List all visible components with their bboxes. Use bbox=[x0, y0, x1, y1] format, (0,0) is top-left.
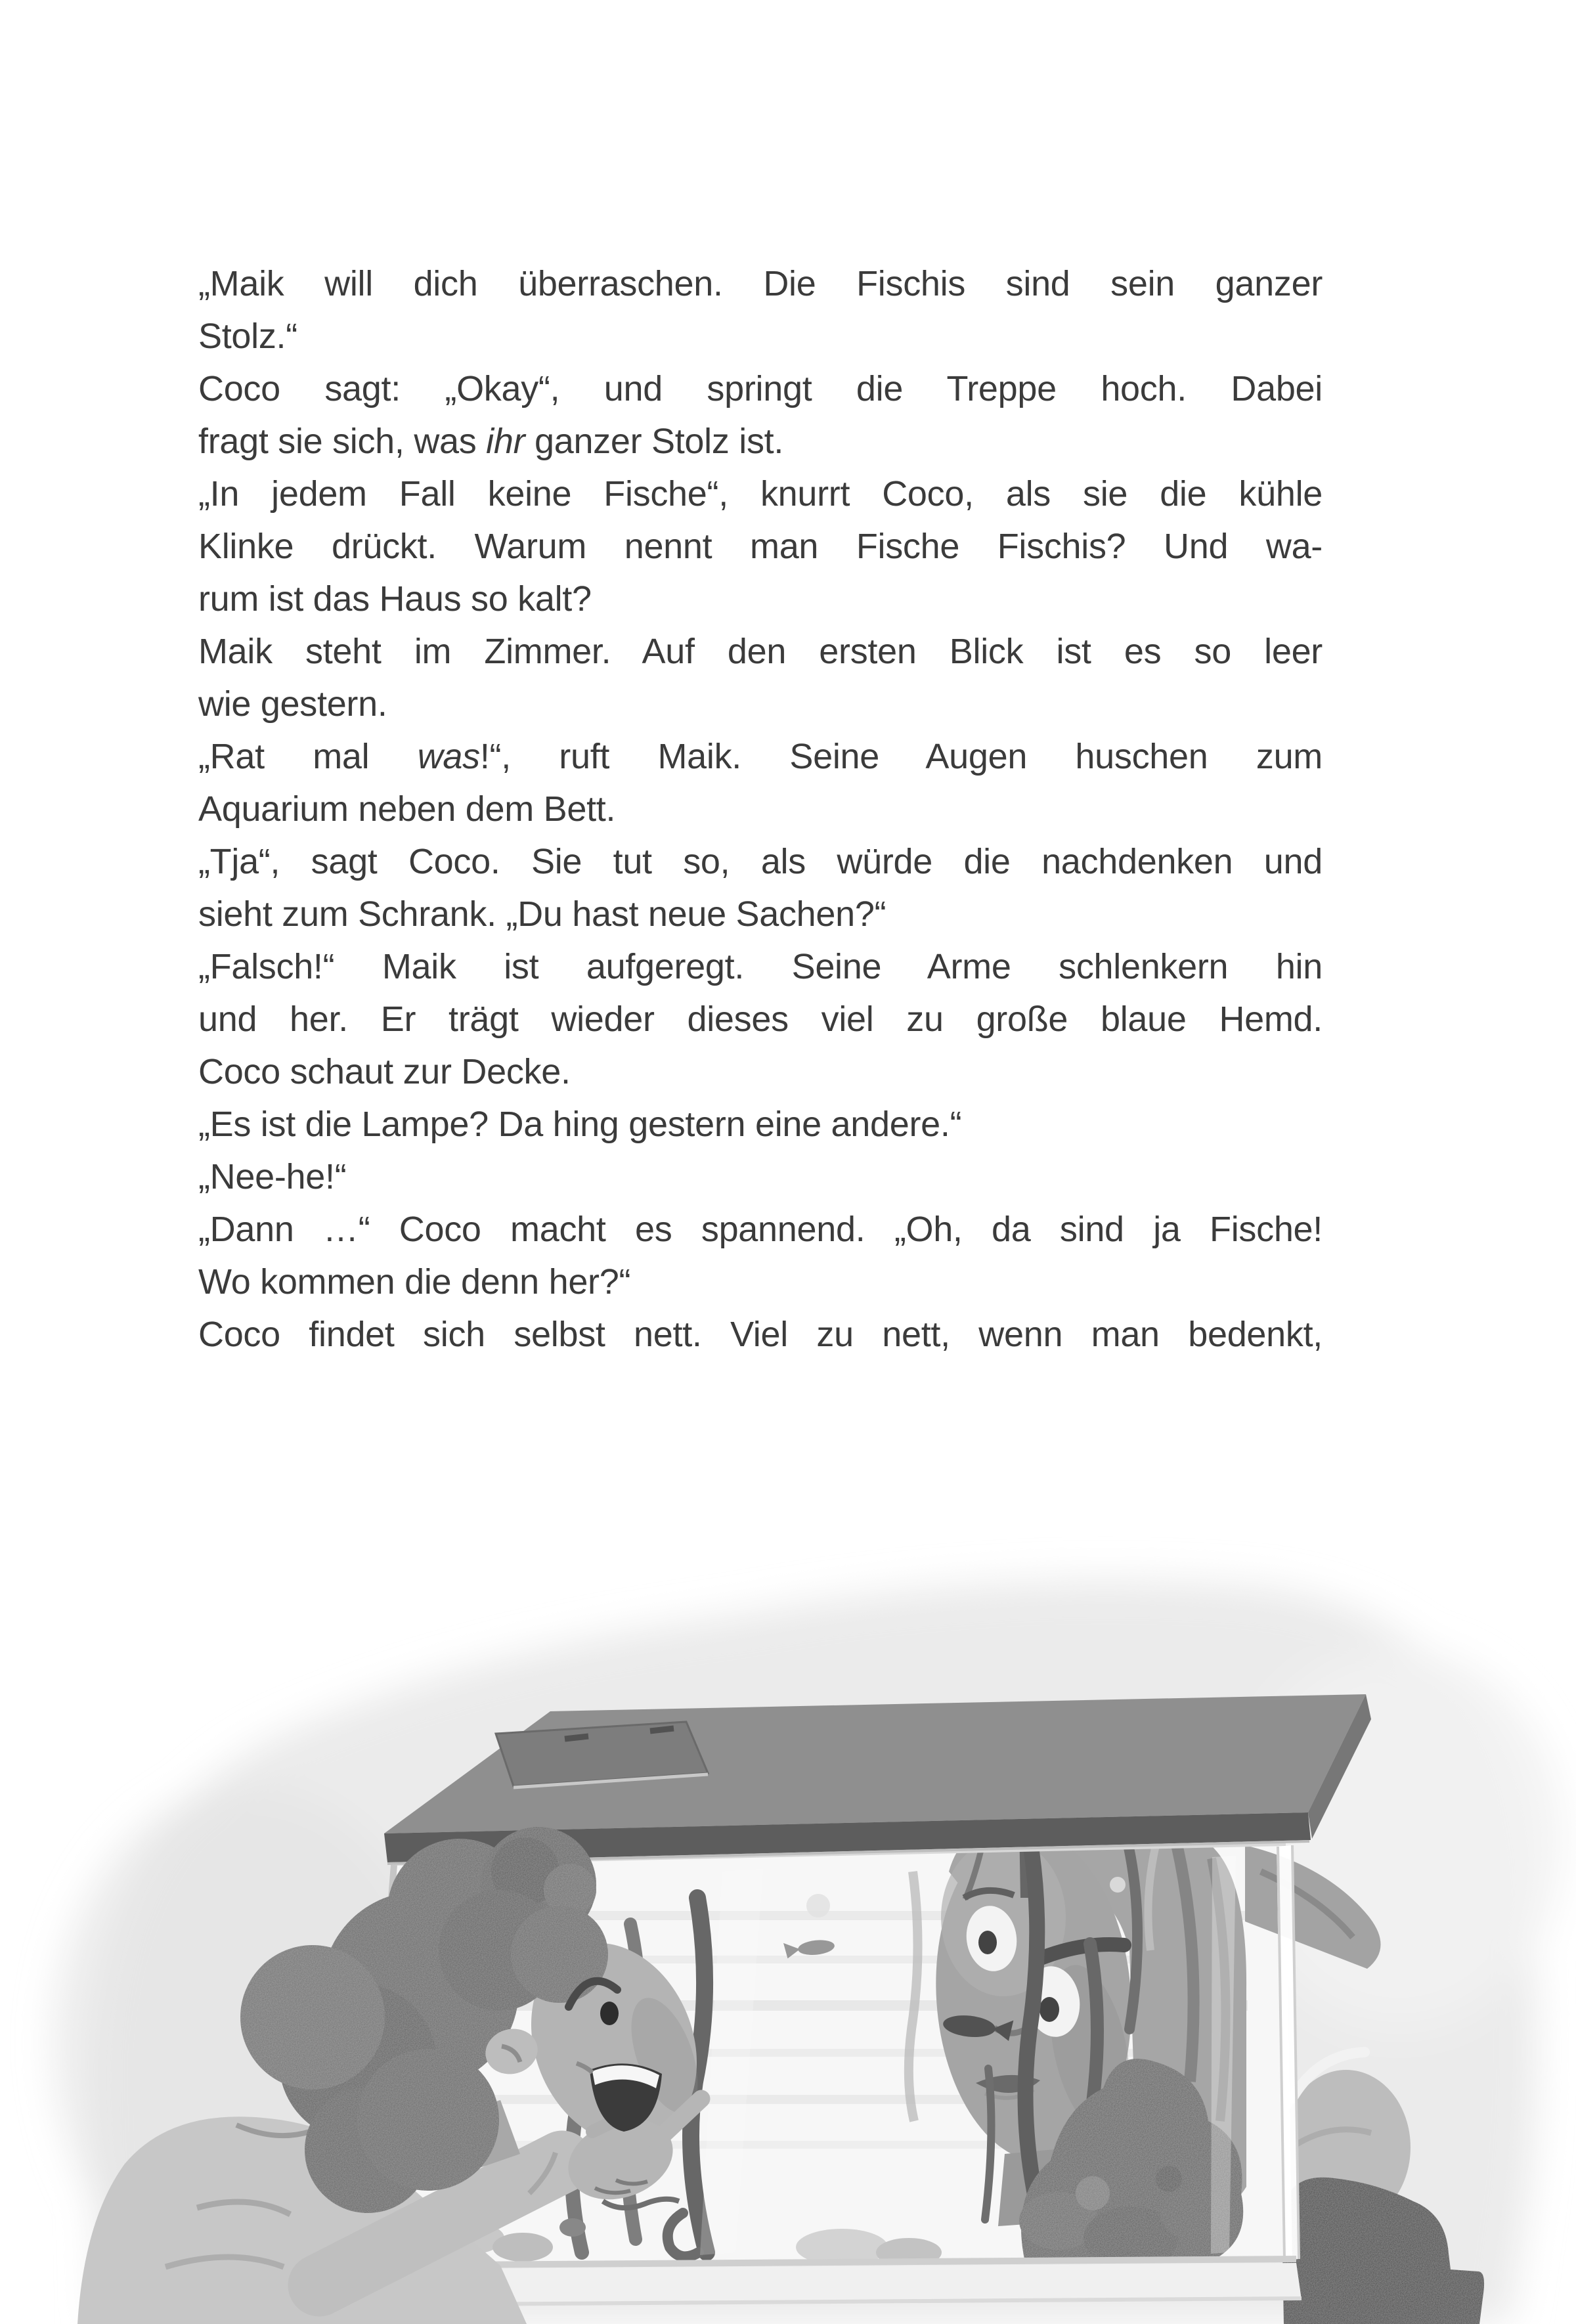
text-line bbox=[198, 1151, 1323, 1203]
text-line bbox=[198, 520, 1323, 573]
text-line bbox=[198, 783, 1323, 835]
text-segment: „Nee-he!“ bbox=[198, 1157, 347, 1196]
text-segment: Coco findet sich selbst nett. Viel zu nett, wenn man bedenkt, bbox=[198, 1315, 1323, 1354]
text-line bbox=[198, 310, 1323, 362]
text-segment: fragt sie sich, was bbox=[198, 422, 487, 461]
text-segment: „In jedem Fall keine Fische“, knurrt Coco, als sie die kühle bbox=[198, 474, 1323, 514]
aquarium-illustration bbox=[0, 1530, 1576, 2324]
text-block bbox=[198, 257, 1323, 1361]
text-segment: Coco schaut zur Decke. bbox=[198, 1052, 571, 1091]
text-line bbox=[198, 468, 1323, 520]
text-line bbox=[198, 415, 1323, 468]
text-segment: ganzer Stolz ist. bbox=[525, 422, 784, 461]
text-segment: Coco sagt: „Okay“, und springt die Treppe hoch. Dabei bbox=[198, 369, 1323, 408]
text-segment: wie gestern. bbox=[198, 684, 387, 724]
text-line bbox=[198, 888, 1323, 940]
text-line bbox=[198, 625, 1323, 678]
text-segment: !“, ruft Maik. Seine Augen huschen zum bbox=[479, 737, 1323, 776]
text-segment: Stolz.“ bbox=[198, 317, 297, 356]
text-segment: rum ist das Haus so kalt? bbox=[198, 579, 592, 619]
text-segment: Klinke drückt. Warum nennt man Fische Fischis? Und wa- bbox=[198, 527, 1323, 566]
emphasized-word: ihr bbox=[486, 422, 525, 461]
text-line bbox=[198, 940, 1323, 993]
emphasized-word: was bbox=[417, 737, 480, 776]
text-line bbox=[198, 573, 1323, 625]
text-segment: sieht zum Schrank. „Du hast neue Sachen?“ bbox=[198, 894, 886, 934]
text-segment: Maik steht im Zimmer. Auf den ersten Blick ist es so leer bbox=[198, 632, 1323, 671]
text-line bbox=[198, 1256, 1323, 1308]
text-segment: „Rat mal bbox=[198, 737, 418, 776]
text-segment: „Maik will dich überraschen. Die Fischis sind sein ganzer bbox=[198, 264, 1323, 303]
text-segment: Aquarium neben dem Bett. bbox=[198, 789, 616, 829]
text-line bbox=[198, 1098, 1323, 1151]
text-line bbox=[198, 1045, 1323, 1098]
text-segment: „Es ist die Lampe? Da hing gestern eine andere.“ bbox=[198, 1105, 962, 1144]
text-segment: und her. Er trägt wieder dieses viel zu große blaue Hemd. bbox=[198, 999, 1323, 1039]
text-line bbox=[198, 1308, 1323, 1361]
text-line bbox=[198, 730, 1323, 783]
text-line bbox=[198, 362, 1323, 415]
maik-eye bbox=[600, 2002, 619, 2025]
text-segment: „Dann …“ Coco macht es spannend. „Oh, da sind ja Fische! bbox=[198, 1210, 1323, 1249]
lid-hatch bbox=[496, 1722, 708, 1787]
text-line bbox=[198, 678, 1323, 730]
text-segment: Wo kommen die denn her?“ bbox=[198, 1262, 631, 1302]
text-line bbox=[198, 993, 1323, 1045]
text-segment: „Falsch!“ Maik ist aufgeregt. Seine Arme schlenkern hin bbox=[198, 947, 1323, 986]
text-segment: „Tja“, sagt Coco. Sie tut so, als würde die nachdenken und bbox=[198, 842, 1323, 881]
text-line bbox=[198, 835, 1323, 888]
text-line bbox=[198, 1203, 1323, 1256]
text-line bbox=[198, 257, 1323, 310]
